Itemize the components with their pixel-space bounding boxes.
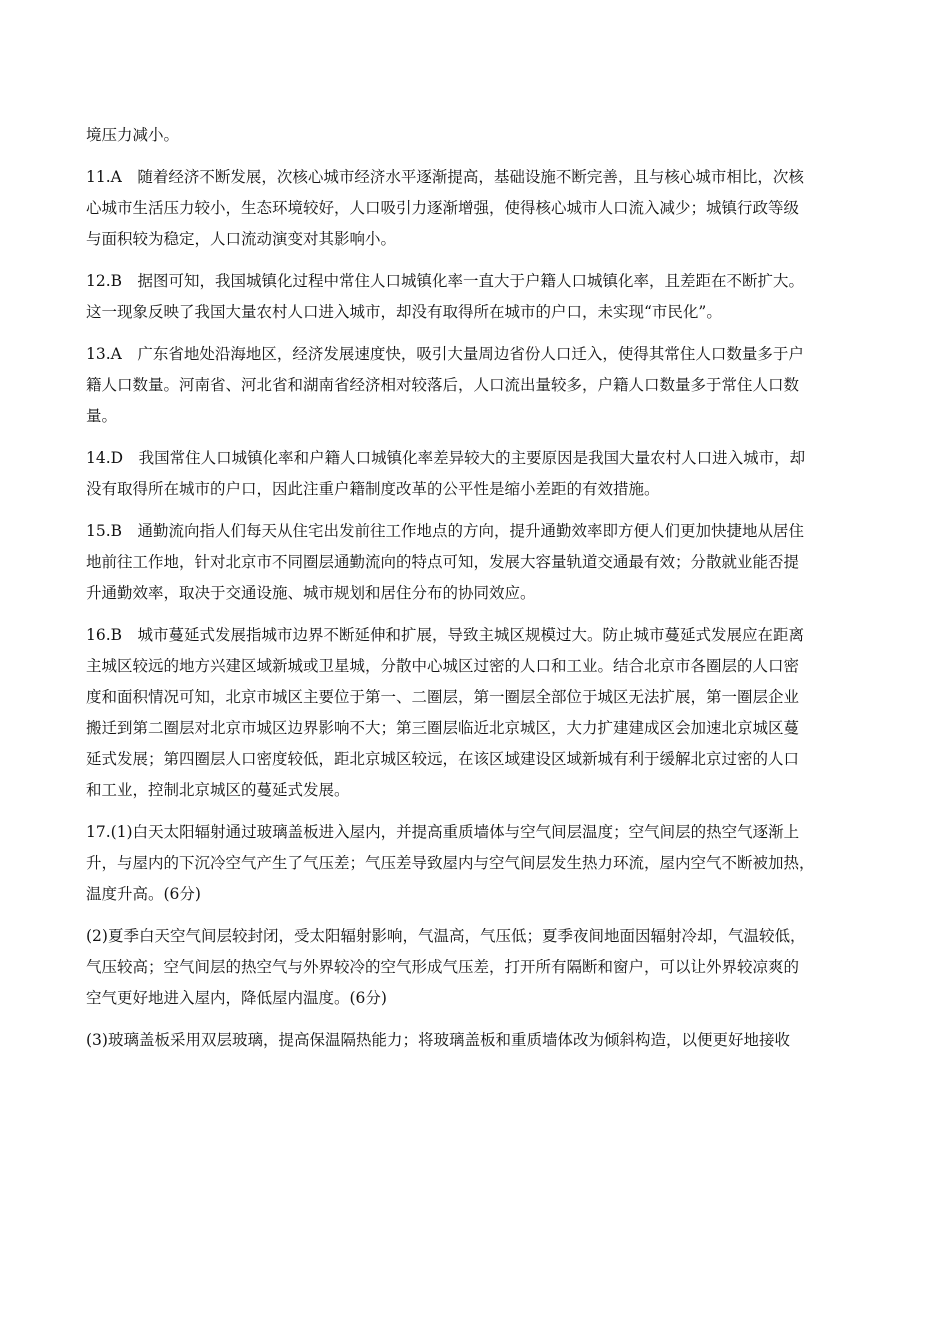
text-line: 籍人口数量。河南省、河北省和湖南省经济相对较落后，人口流出量较多，户籍人口数量多于常住人口数: [86, 376, 800, 394]
text-line: 空气更好地进入屋内，降低屋内温度。(6分): [86, 989, 387, 1007]
text-line: 境压力减小。: [86, 126, 180, 144]
text-line: 没有取得所在城市的户口，因此注重户籍制度改革的公平性是缩小差距的有效措施。: [86, 480, 660, 498]
answer-17-part-1: [86, 817, 866, 910]
text-line: 11.A 随着经济不断发展，次核心城市经济水平逐渐提高，基础设施不断完善，且与核心城市相比，次核: [86, 168, 804, 186]
text-line: 17.(1)白天太阳辐射通过玻璃盖板进入屋内，并提高重质墙体与空气间层温度；空气间层的热空气逐渐上: [86, 823, 800, 841]
text-line: 主城区较远的地方兴建区域新城或卫星城，分散中心城区过密的人口和工业。结合北京市各圈层的人口密: [86, 657, 800, 675]
text-line: 延式发展；第四圈层人口密度较低，距北京城区较远，在该区域建设区域新城有利于缓解北京过密的人口: [86, 750, 800, 768]
answer-14: [86, 443, 866, 505]
text-line: 这一现象反映了我国大量农村人口进入城市，却没有取得所在城市的户口，未实现“市民化”。: [86, 303, 722, 321]
text-line: 13.A 广东省地处沿海地区，经济发展速度快，吸引大量周边省份人口迁入，使得其常住人口数量多于户: [86, 345, 804, 363]
text-line: (2)夏季白天空气间层较封闭，受太阳辐射影响，气温高，气压低；夏季夜间地面因辐射冷却，气温较低，: [86, 927, 806, 945]
answer-document: [86, 120, 866, 1067]
text-line: 16.B 城市蔓延式发展指城市边界不断延伸和扩展，导致主城区规模过大。防止城市蔓延式发展应在距离: [86, 626, 805, 644]
answer-13: [86, 339, 866, 432]
text-line: 气压较高；空气间层的热空气与外界较冷的空气形成气压差，打开所有隔断和窗户，可以让外界较凉爽的: [86, 958, 800, 976]
text-line: 升通勤效率，取决于交通设施、城市规划和居住分布的协同效应。: [86, 584, 536, 602]
text-line: (3)玻璃盖板采用双层玻璃，提高保温隔热能力；将玻璃盖板和重质墙体改为倾斜构造，以便更好地接收: [86, 1031, 790, 1049]
text-line: 和工业，控制北京城区的蔓延式发展。: [86, 781, 350, 799]
text-line: 地前往工作地，针对北京市不同圈层通勤流向的特点可知，发展大容量轨道交通最有效；分散就业能否提: [86, 553, 800, 571]
paragraph-continuation: [86, 120, 866, 151]
text-line: 心城市生活压力较小，生态环境较好，人口吸引力逐渐增强，使得核心城市人口流入减少；城镇行政等级: [86, 199, 800, 217]
answer-12: [86, 266, 866, 328]
answer-11: [86, 162, 866, 255]
text-line: 15.B 通勤流向指人们每天从住宅出发前往工作地点的方向，提升通勤效率即方便人们更加快捷地从居住: [86, 522, 805, 540]
text-line: 与面积较为稳定，人口流动演变对其影响小。: [86, 230, 397, 248]
answer-17-part-2: [86, 921, 866, 1014]
text-line: 14.D 我国常住人口城镇化率和户籍人口城镇化率差异较大的主要原因是我国大量农村人口进入城市，却: [86, 449, 806, 467]
text-line: 度和面积情况可知，北京市城区主要位于第一、二圈层，第一圈层全部位于城区无法扩展，第一圈层企业: [86, 688, 800, 706]
text-line: 量。: [86, 407, 118, 425]
text-line: 12.B 据图可知，我国城镇化过程中常住人口城镇化率一直大于户籍人口城镇化率，且差距在不断扩大。: [86, 272, 805, 290]
answer-17-part-3: [86, 1025, 866, 1056]
text-line: 搬迁到第二圈层对北京市城区边界影响不大；第三圈层临近北京城区，大力扩建建成区会加速北京城区蔓: [86, 719, 800, 737]
answer-16: [86, 620, 866, 806]
text-line: 温度升高。(6分): [86, 885, 201, 903]
answer-15: [86, 516, 866, 609]
text-line: 升，与屋内的下沉冷空气产生了气压差；气压差导致屋内与空气间层发生热力环流，屋内空气不断被加热，: [86, 854, 815, 872]
